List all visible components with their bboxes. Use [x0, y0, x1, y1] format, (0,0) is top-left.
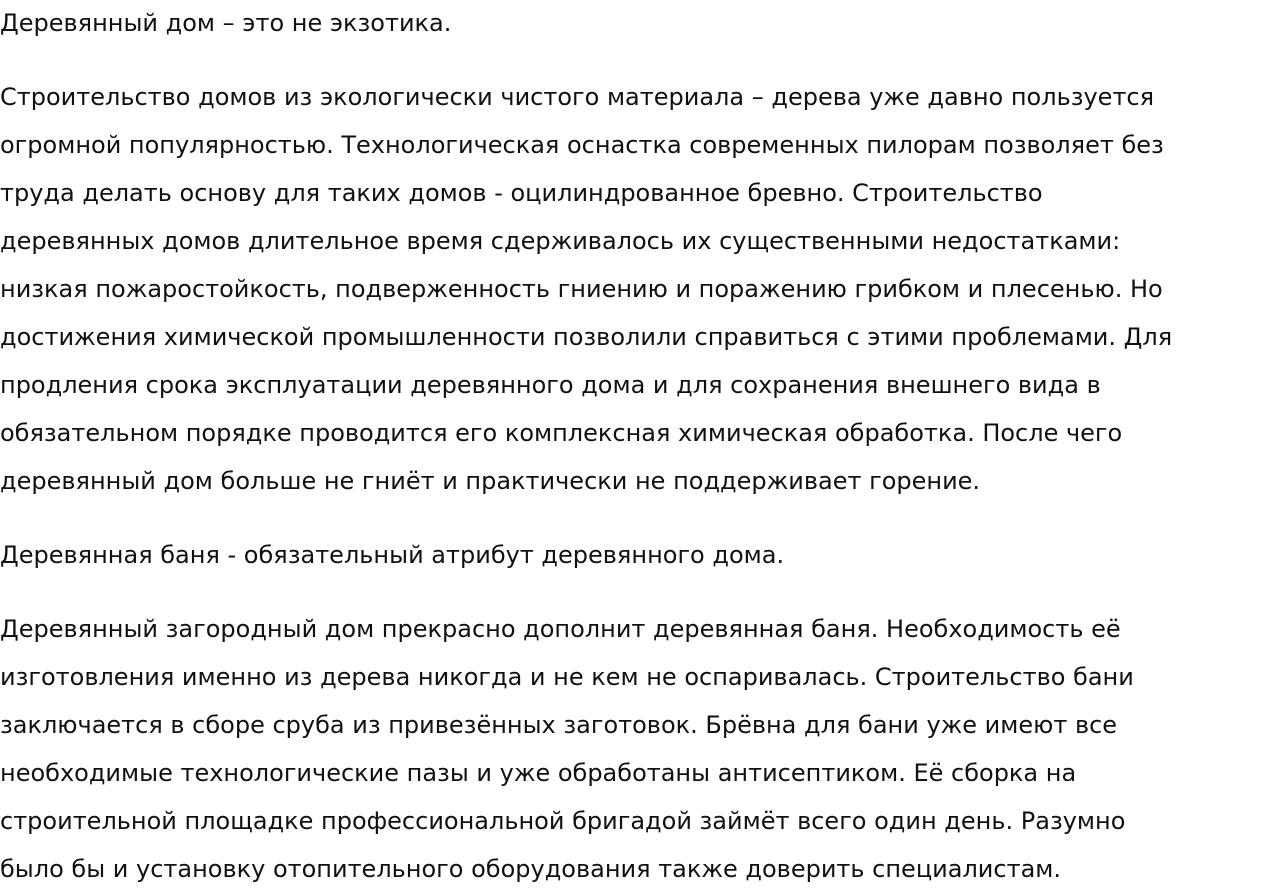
- text-line: продления срока эксплуатации деревянного дома и для сохранения внешнего вида в: [0, 371, 1101, 399]
- text-line: Деревянная баня - обязательный атрибут деревянного дома.: [0, 541, 785, 569]
- heading-wooden-house: [0, 0, 1270, 47]
- text-line: необходимые технологические пазы и уже обработаны антисептиком. Её сборка на: [0, 759, 1077, 787]
- text-line: Деревянный загородный дом прекрасно дополнит деревянная баня. Необходимость её: [0, 615, 1121, 643]
- text-line: достижения химической промышленности позволили справиться с этими проблемами. Для: [0, 323, 1173, 351]
- text-line: Деревянный дом – это не экзотика.: [0, 9, 452, 37]
- text-line: деревянный дом больше не гниёт и практически не поддерживает горение.: [0, 467, 981, 495]
- text-line: огромной популярностью. Технологическая оснастка современных пилорам позволяет без: [0, 131, 1164, 159]
- text-line: заключается в сборе сруба из привезённых заготовок. Брёвна для бани уже имеют все: [0, 711, 1118, 739]
- text-line: изготовления именно из дерева никогда и не кем не оспаривалась. Строительство бани: [0, 663, 1134, 691]
- heading-wooden-bathhouse: [0, 531, 1270, 579]
- text-line: было бы и установку отопительного оборудования также доверить специалистам.: [0, 855, 1062, 883]
- text-line: Строительство домов из экологически чистого материала – дерева уже давно пользуется: [0, 83, 1155, 111]
- text-line: обязательном порядке проводится его комплексная химическая обработка. После чего: [0, 419, 1123, 447]
- text-line: строительной площадке профессиональной бригадой займёт всего один день. Разумно: [0, 807, 1126, 835]
- paragraph-wooden-bathhouse: [0, 605, 1270, 893]
- text-line: низкая пожаростойкость, подверженность гниению и поражению грибком и плесенью. Но: [0, 275, 1163, 303]
- text-line: труда делать основу для таких домов - оцилиндрованное бревно. Строительство: [0, 179, 1043, 207]
- paragraph-wooden-house: [0, 73, 1270, 505]
- text-line: деревянных домов длительное время сдерживалось их существенными недостатками:: [0, 227, 1121, 255]
